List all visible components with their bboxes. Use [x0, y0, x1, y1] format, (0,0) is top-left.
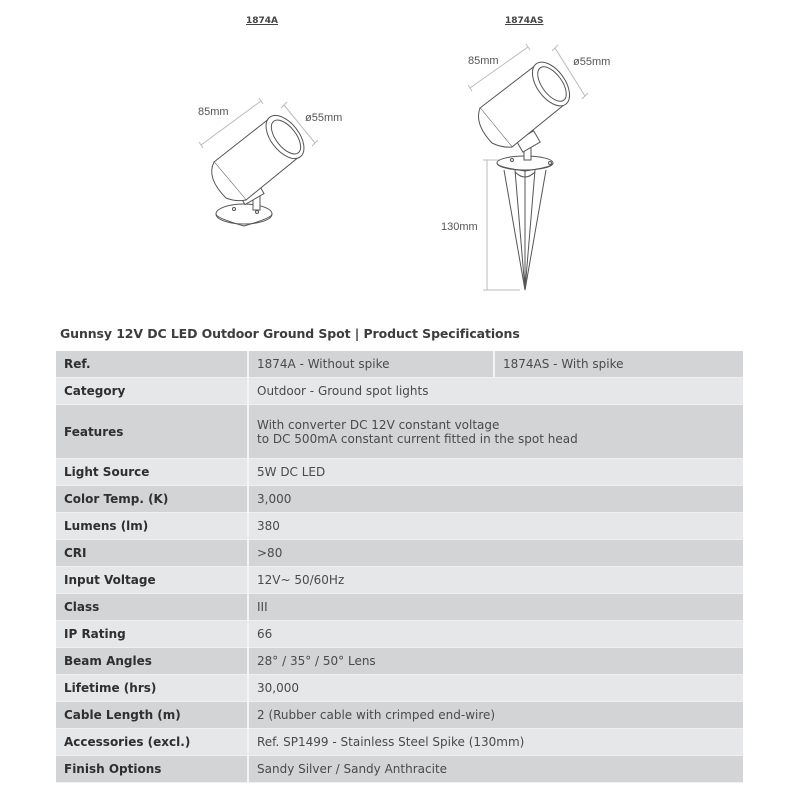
table-row — [56, 729, 743, 756]
row-value: 3,000 — [248, 486, 743, 513]
ref-value-1874as: 1874AS - With spike — [494, 351, 743, 378]
row-label: Category — [56, 378, 248, 405]
row-label: CRI — [56, 540, 248, 567]
row-value: 5W DC LED — [248, 459, 743, 486]
row-value — [248, 405, 743, 459]
row-value: 380 — [248, 513, 743, 540]
table-row — [56, 621, 743, 648]
drawing-title-1874as: 1874AS — [505, 16, 544, 26]
row-value: Outdoor - Ground spot lights — [248, 378, 743, 405]
row-value: III — [248, 594, 743, 621]
dimension-diameter-1874as: ø55mm — [573, 56, 611, 68]
row-label: Ref. — [56, 351, 248, 378]
row-label: Cable Length (m) — [56, 702, 248, 729]
table-row — [56, 675, 743, 702]
row-label: Class — [56, 594, 248, 621]
table-row — [56, 513, 743, 540]
technical-drawings — [0, 0, 800, 320]
row-label: Finish Options — [56, 756, 248, 783]
row-value: >80 — [248, 540, 743, 567]
row-label: Lifetime (hrs) — [56, 675, 248, 702]
features-line-2: to DC 500mA constant current fitted in the spot head — [257, 431, 578, 446]
row-label: Accessories (excl.) — [56, 729, 248, 756]
spot-drawing-1874a — [199, 98, 318, 226]
ref-value-1874a: 1874A - Without spike — [248, 351, 494, 378]
row-value: 12V~ 50/60Hz — [248, 567, 743, 594]
table-row — [56, 540, 743, 567]
table-row — [56, 756, 743, 783]
table-row — [56, 459, 743, 486]
row-label: IP Rating — [56, 621, 248, 648]
table-row — [56, 567, 743, 594]
row-label: Light Source — [56, 459, 248, 486]
table-row — [56, 405, 743, 459]
row-value: Ref. SP1499 - Stainless Steel Spike (130mm) — [248, 729, 743, 756]
dimension-length-1874a: 85mm — [198, 106, 229, 118]
row-value: Sandy Silver / Sandy Anthracite — [248, 756, 743, 783]
row-value: 66 — [248, 621, 743, 648]
spec-table — [56, 351, 743, 783]
spot-drawing-1874as — [468, 44, 588, 290]
table-row — [56, 594, 743, 621]
row-label: Input Voltage — [56, 567, 248, 594]
row-value: 2 (Rubber cable with crimped end-wire) — [248, 702, 743, 729]
table-row — [56, 378, 743, 405]
table-row — [56, 702, 743, 729]
features-line-1: With converter DC 12V constant voltage — [257, 417, 500, 432]
row-label: Features — [56, 405, 248, 459]
row-value: 30,000 — [248, 675, 743, 702]
table-row — [56, 486, 743, 513]
row-value: 28° / 35° / 50° Lens — [248, 648, 743, 675]
dimension-diameter-1874a: ø55mm — [305, 112, 343, 124]
dimension-spike-1874as: 130mm — [441, 221, 478, 233]
row-label: Beam Angles — [56, 648, 248, 675]
drawing-title-1874a: 1874A — [246, 16, 279, 26]
spec-title: Gunnsy 12V DC LED Outdoor Ground Spot | Product Specifications — [60, 326, 520, 341]
table-row — [56, 648, 743, 675]
row-label: Lumens (lm) — [56, 513, 248, 540]
row-label: Color Temp. (K) — [56, 486, 248, 513]
table-row-ref — [56, 351, 743, 378]
dimension-length-1874as: 85mm — [468, 55, 499, 67]
